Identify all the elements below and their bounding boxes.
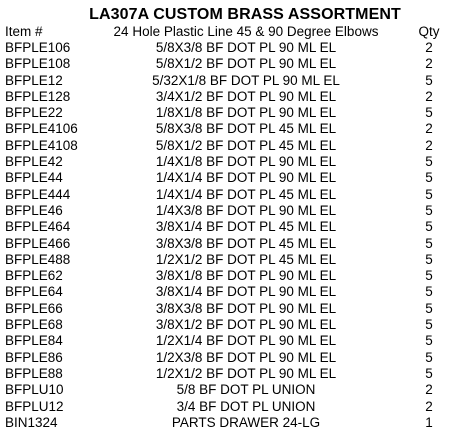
item-number: BFPLE46 bbox=[5, 202, 63, 218]
item-description: 3/4X1/2 BF DOT PL 90 ML EL bbox=[155, 88, 337, 104]
table-row bbox=[0, 252, 450, 268]
table-row bbox=[0, 284, 450, 300]
item-description: 5/8X1/2 BF DOT PL 90 ML EL bbox=[155, 56, 337, 72]
table-row bbox=[0, 170, 450, 186]
item-qty: 5 bbox=[425, 317, 433, 333]
item-qty: 5 bbox=[425, 235, 433, 251]
item-number: BFPLE68 bbox=[5, 317, 63, 333]
table-row bbox=[0, 56, 450, 72]
table-row bbox=[0, 333, 450, 349]
item-number: BFPLE444 bbox=[5, 186, 71, 202]
item-number: BFPLE108 bbox=[5, 56, 71, 72]
table-row bbox=[0, 138, 450, 154]
item-qty: 2 bbox=[425, 40, 433, 55]
table-header bbox=[0, 24, 450, 40]
item-qty: 5 bbox=[425, 284, 433, 300]
table-row bbox=[0, 121, 450, 137]
qty-column-header: Qty bbox=[418, 24, 440, 39]
table-row bbox=[0, 366, 450, 382]
item-number: BFPLE106 bbox=[5, 40, 71, 55]
item-number: BFPLE86 bbox=[5, 349, 63, 365]
document-title: LA307A CUSTOM BRASS ASSORTMENT bbox=[89, 6, 401, 23]
item-number: BFPLE62 bbox=[5, 268, 63, 284]
table-row bbox=[0, 399, 450, 415]
item-qty: 5 bbox=[425, 365, 433, 381]
item-description: 1/8X1/8 BF DOT PL 90 ML EL bbox=[155, 105, 337, 121]
item-qty: 5 bbox=[425, 72, 433, 88]
table-row bbox=[0, 203, 450, 219]
item-qty: 2 bbox=[425, 382, 433, 398]
item-description: 5/32X1/8 BF DOT PL 90 ML EL bbox=[152, 72, 340, 88]
item-description: 3/8X1/2 BF DOT PL 90 ML EL bbox=[155, 317, 337, 333]
item-qty: 5 bbox=[425, 186, 433, 202]
table-row bbox=[0, 105, 450, 121]
item-qty: 5 bbox=[425, 349, 433, 365]
item-description: 1/4X1/4 BF DOT PL 90 ML EL bbox=[155, 170, 337, 186]
item-description: 3/8X1/8 BF DOT PL 90 ML EL bbox=[155, 268, 337, 284]
item-qty: 5 bbox=[425, 105, 433, 121]
item-number: BFPLE42 bbox=[5, 154, 63, 170]
item-description: 3/8X3/8 BF DOT PL 90 ML EL bbox=[155, 300, 337, 316]
item-column-header: Item # bbox=[5, 24, 43, 39]
item-number: BFPLE88 bbox=[5, 365, 63, 381]
item-description: 1/4X3/8 BF DOT PL 90 ML EL bbox=[155, 202, 337, 218]
item-description: 3/4 BF DOT PL UNION bbox=[176, 398, 316, 414]
item-qty: 5 bbox=[425, 251, 433, 267]
table-row bbox=[0, 268, 450, 284]
item-description: PARTS DRAWER 24-LG bbox=[171, 414, 321, 430]
item-qty: 5 bbox=[425, 219, 433, 235]
table-row bbox=[0, 350, 450, 366]
item-number: BFPLE128 bbox=[5, 88, 71, 104]
table-row bbox=[0, 382, 450, 398]
item-description: 5/8X3/8 BF DOT PL 45 ML EL bbox=[155, 121, 337, 137]
item-description: 1/4X1/8 BF DOT PL 90 ML EL bbox=[155, 154, 337, 170]
table-row bbox=[0, 301, 450, 317]
item-description: 3/8X3/8 BF DOT PL 45 ML EL bbox=[155, 235, 337, 251]
table-row bbox=[0, 73, 450, 89]
item-description: 5/8X1/2 BF DOT PL 45 ML EL bbox=[155, 137, 337, 153]
item-number: BFPLE12 bbox=[5, 72, 63, 88]
item-number: BFPLE84 bbox=[5, 333, 63, 349]
item-number: BFPLE66 bbox=[5, 300, 63, 316]
item-qty: 2 bbox=[425, 398, 433, 414]
item-description: 1/2X1/2 BF DOT PL 90 ML EL bbox=[155, 365, 337, 381]
table-row bbox=[0, 154, 450, 170]
table-row bbox=[0, 236, 450, 252]
table-row bbox=[0, 89, 450, 105]
item-number: BFPLE22 bbox=[5, 105, 63, 121]
item-number: BFPLE44 bbox=[5, 170, 63, 186]
item-description: 1/2X3/8 BF DOT PL 90 ML EL bbox=[155, 349, 337, 365]
item-qty: 5 bbox=[425, 268, 433, 284]
item-description: 3/8X1/4 BF DOT PL 45 ML EL bbox=[155, 219, 337, 235]
item-number: BFPLE464 bbox=[5, 219, 71, 235]
table-row bbox=[0, 415, 450, 431]
item-qty: 2 bbox=[425, 137, 433, 153]
item-qty: 2 bbox=[425, 56, 433, 72]
parts-table bbox=[0, 40, 450, 431]
item-number: BFPLE488 bbox=[5, 251, 71, 267]
item-number: BFPLE4106 bbox=[5, 121, 78, 137]
item-description: 5/8 BF DOT PL UNION bbox=[176, 382, 316, 398]
item-qty: 5 bbox=[425, 202, 433, 218]
item-qty: 5 bbox=[425, 333, 433, 349]
item-qty: 5 bbox=[425, 170, 433, 186]
item-description: 1/2X1/4 BF DOT PL 90 ML EL bbox=[155, 333, 337, 349]
item-description: 1/4X1/4 BF DOT PL 45 ML EL bbox=[155, 186, 337, 202]
table-row bbox=[0, 187, 450, 203]
document-subtitle: 24 Hole Plastic Line 45 & 90 Degree Elbows bbox=[113, 24, 379, 39]
table-row bbox=[0, 40, 450, 56]
item-description: 3/8X1/4 BF DOT PL 90 ML EL bbox=[155, 284, 337, 300]
item-qty: 2 bbox=[425, 88, 433, 104]
item-number: BFPLU12 bbox=[5, 398, 64, 414]
item-number: BFPLE64 bbox=[5, 284, 63, 300]
item-number: BFPLE466 bbox=[5, 235, 71, 251]
item-number: BIN1324 bbox=[5, 414, 58, 430]
item-description: 5/8X3/8 BF DOT PL 90 ML EL bbox=[155, 40, 337, 55]
item-description: 1/2X1/2 BF DOT PL 45 ML EL bbox=[155, 251, 337, 267]
item-number: BFPLU10 bbox=[5, 382, 64, 398]
table-row bbox=[0, 219, 450, 235]
table-row bbox=[0, 317, 450, 333]
item-qty: 5 bbox=[425, 300, 433, 316]
item-qty: 5 bbox=[425, 154, 433, 170]
item-number: BFPLE4108 bbox=[5, 137, 78, 153]
item-qty: 2 bbox=[425, 121, 433, 137]
item-qty: 1 bbox=[425, 414, 433, 430]
